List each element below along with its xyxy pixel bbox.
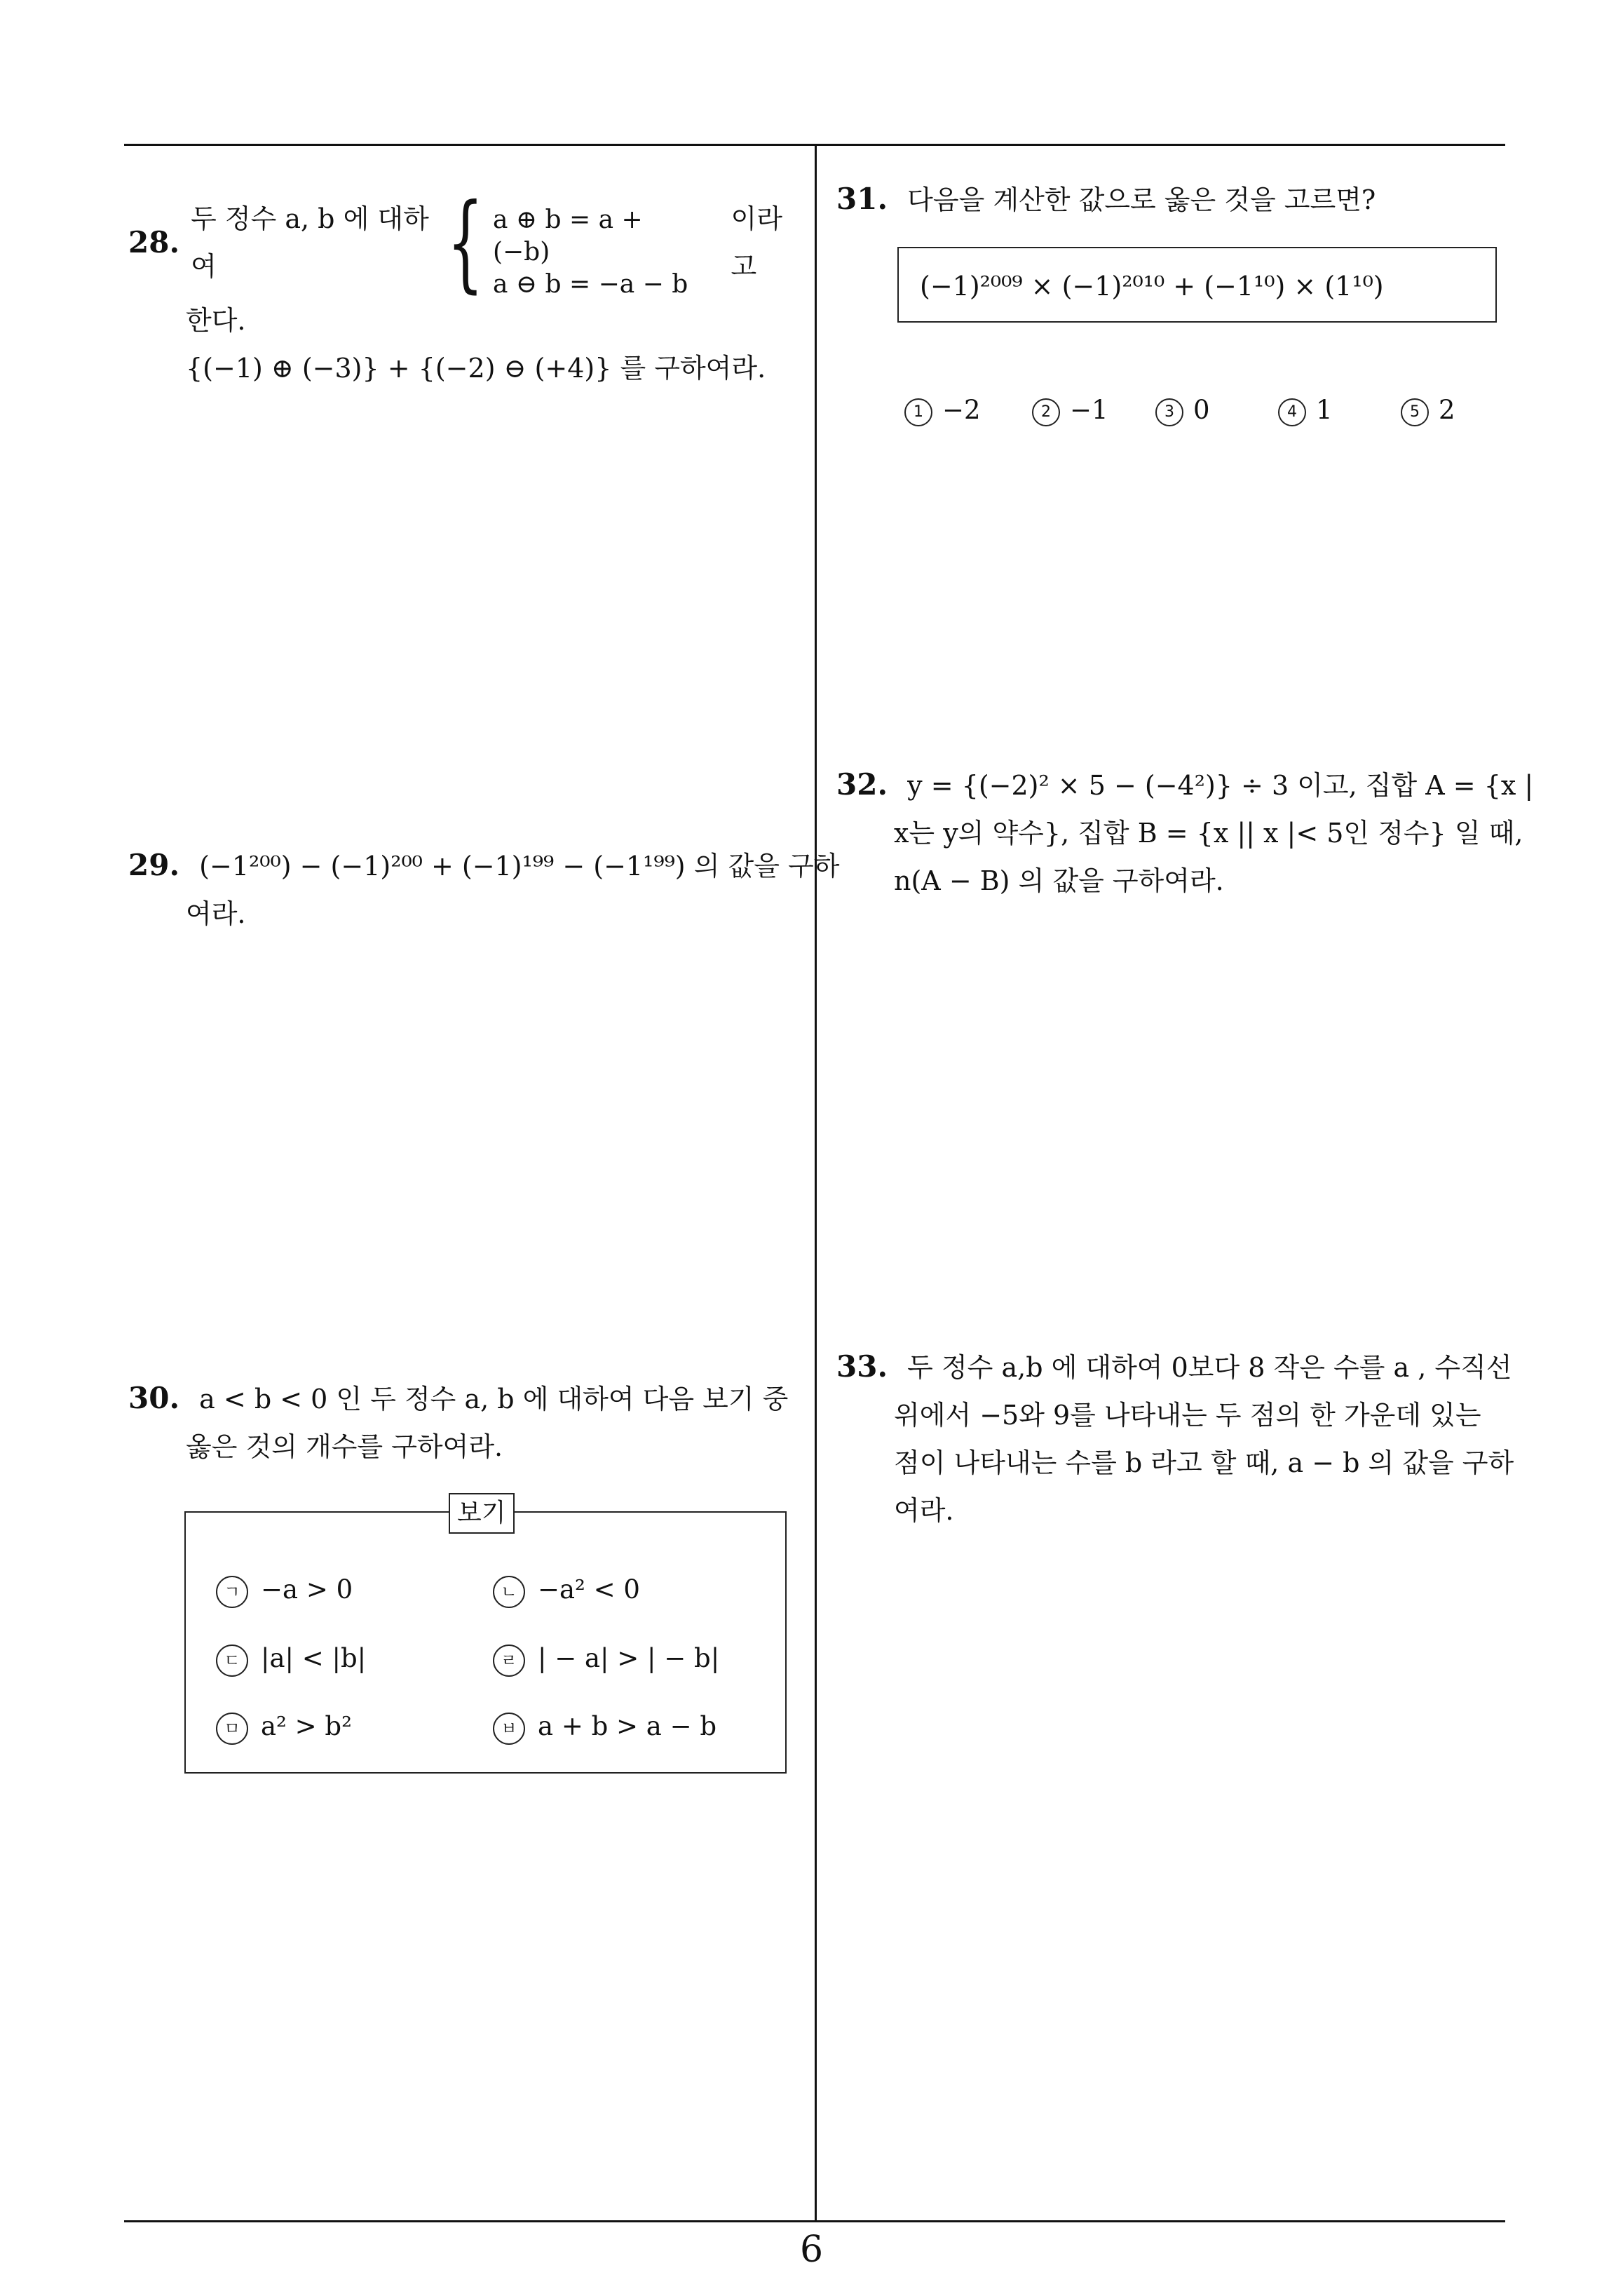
problem-line: a < b < 0 인 두 정수 a, b 에 대하여 다음 보기 중 (199, 1384, 789, 1414)
problem-line: 여라. (894, 1495, 954, 1526)
bogi-label: 보기 (449, 1493, 515, 1534)
case-1: a ⊕ b = a + (−b) (492, 205, 643, 266)
problem-number: 29. (128, 848, 180, 882)
choice-text: 0 (1193, 395, 1210, 425)
cases-brace: { (446, 181, 484, 304)
problem-30 (128, 1375, 801, 1471)
problem-tail: 이라고 (731, 203, 782, 282)
bogi-item-text: a² > b² (261, 1711, 352, 1741)
bogi-item (216, 1710, 352, 1745)
problem-line: n(A − B) 의 값을 구하여라. (894, 865, 1224, 896)
bogi-item (216, 1642, 366, 1677)
choice-4[interactable] (1278, 389, 1333, 431)
problem-line: {(−1) ⊕ (−3)} + {(−2) ⊖ (+4)} 를 구하여라. (186, 353, 766, 384)
bottom-rule (124, 2220, 1505, 2222)
problem-number: 32. (836, 767, 888, 802)
column-divider (815, 145, 817, 2221)
bogi-item (216, 1573, 353, 1608)
bogi-item-text: | − a| > | − b| (538, 1643, 720, 1673)
marker-bieup: ㅂ (493, 1713, 525, 1745)
problem-number: 31. (836, 182, 888, 216)
problem-32 (836, 761, 1534, 905)
choice-marker: 2 (1032, 398, 1060, 426)
choice-5[interactable] (1401, 389, 1455, 431)
cases-block (492, 204, 689, 299)
bogi-item-text: −a > 0 (261, 1574, 353, 1605)
choice-text: −2 (942, 395, 981, 425)
choice-marker: 3 (1155, 398, 1183, 426)
problem-line: (−1²⁰⁰) − (−1)²⁰⁰ + (−1)¹⁹⁹ − (−1¹⁹⁹) 의 값을 구하 (199, 851, 840, 882)
problem-lead: 두 정수 a, b 에 대하여 (191, 203, 429, 282)
choice-marker: 4 (1278, 398, 1306, 426)
problem-line: 두 정수 a,b 에 대하여 0보다 8 작은 수를 a , 수직선 (907, 1352, 1512, 1383)
choice-2[interactable] (1032, 389, 1108, 431)
problem-line: 옳은 것의 개수를 구하여라. (186, 1431, 503, 1462)
bogi-item-text: |a| < |b| (261, 1643, 367, 1673)
problem-number: 33. (836, 1349, 888, 1384)
problem-28 (128, 181, 801, 392)
expression-box: (−1)²⁰⁰⁹ × (−1)²⁰¹⁰ + (−1¹⁰) × (1¹⁰) (897, 247, 1497, 323)
marker-mieum: ㅁ (216, 1713, 248, 1745)
problem-line: x는 y의 약수}, 집합 B = {x || x |< 5인 정수} 일 때, (894, 818, 1523, 849)
bogi-item (493, 1642, 719, 1677)
choice-3[interactable] (1155, 389, 1210, 431)
problem-33 (836, 1343, 1514, 1534)
choice-text: 2 (1439, 395, 1455, 425)
problem-line: 점이 나타내는 수를 b 라고 할 때, a − b 의 값을 구하 (894, 1447, 1514, 1478)
marker-nieun: ㄴ (493, 1576, 525, 1608)
problem-29 (128, 842, 840, 938)
marker-giyeok: ㄱ (216, 1576, 248, 1608)
marker-digeut: ㄷ (216, 1645, 248, 1677)
choice-marker: 1 (904, 398, 932, 426)
bogi-item-text: a + b > a − b (538, 1711, 717, 1741)
bogi-item (493, 1710, 717, 1745)
problem-31 (836, 175, 1509, 224)
problem-line: 위에서 −5와 9를 나타내는 두 점의 한 가운데 있는 (894, 1400, 1481, 1431)
bogi-item-text: −a² < 0 (538, 1574, 640, 1605)
marker-rieul: ㄹ (493, 1645, 525, 1677)
bogi-item (493, 1573, 640, 1608)
problem-line: 한다. (186, 305, 246, 336)
choice-1[interactable] (904, 389, 981, 431)
problem-number: 30. (128, 1381, 180, 1415)
problem-line: y = {(−2)² × 5 − (−4²)} ÷ 3 이고, 집합 A = {x | (907, 770, 1534, 801)
choice-marker: 5 (1401, 398, 1429, 426)
page-number: 6 (799, 2229, 824, 2271)
case-2: a ⊖ b = −a − b (492, 269, 688, 299)
choice-text: 1 (1316, 395, 1333, 425)
problem-number: 28. (128, 224, 180, 259)
choice-text: −1 (1070, 395, 1108, 425)
problem-line: 다음을 계산한 값으로 옳은 것을 고르면? (907, 184, 1376, 215)
problem-line: 여라. (186, 898, 246, 929)
